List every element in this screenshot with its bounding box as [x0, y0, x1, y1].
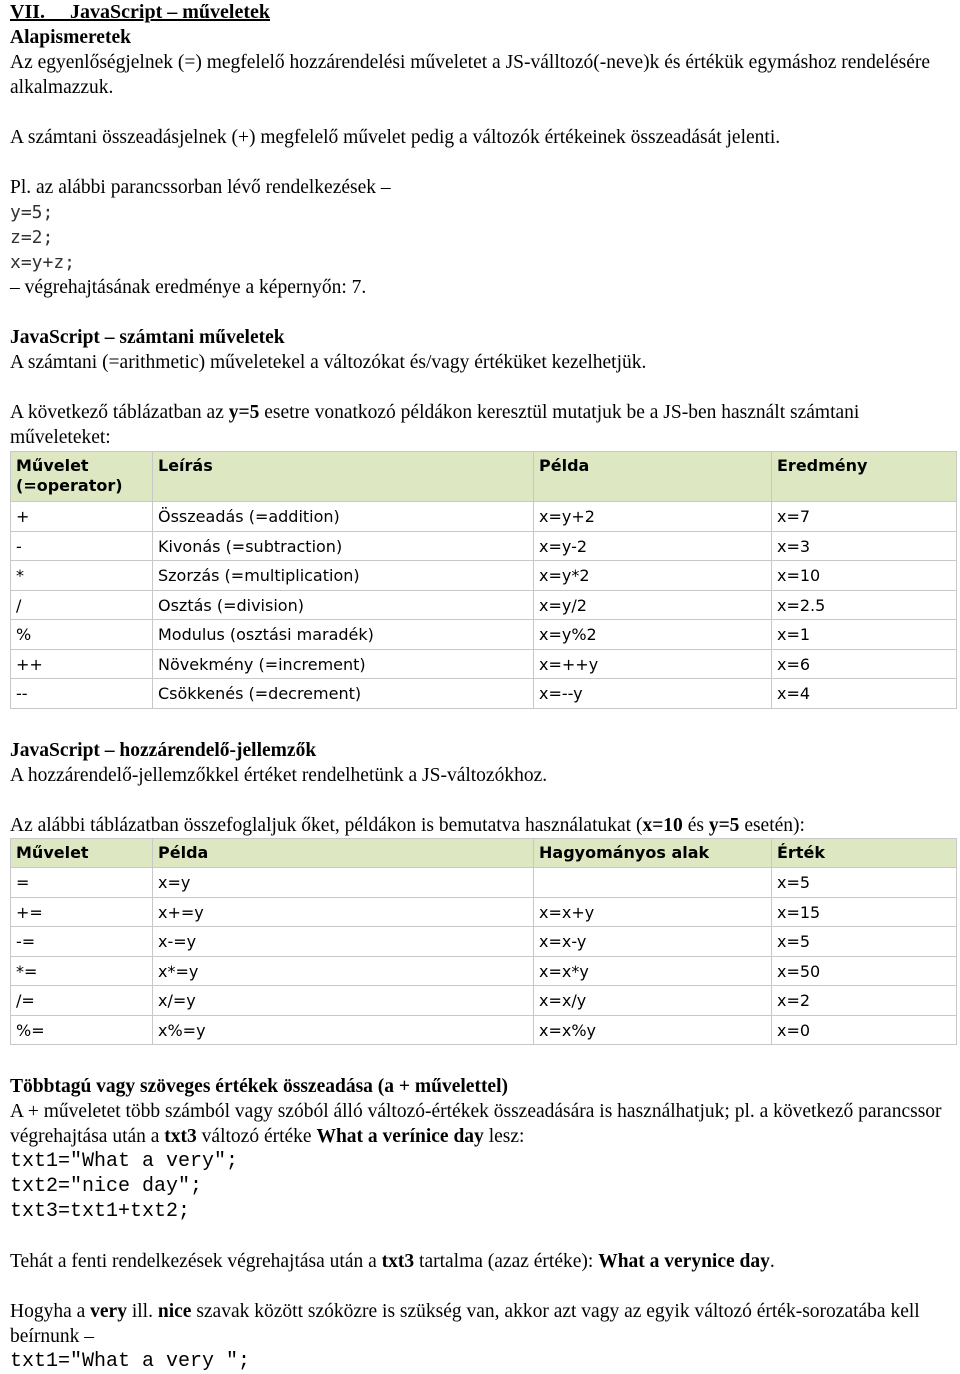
- strings-code-line: txt1="What a very";: [10, 1150, 239, 1173]
- table-row: [11, 649, 957, 679]
- table-cell: [534, 868, 772, 898]
- strings-paragraph-3: Hogyha a very ill. nice szavak között szóközre is szükség van, akkor azt vagy az egyik változó érték-sorozatába kell beírnunk –: [10, 1301, 920, 1347]
- table-cell: x=y: [153, 868, 534, 898]
- table-cell: -=: [11, 927, 153, 957]
- table-row: [11, 561, 957, 591]
- table-row: [11, 620, 957, 650]
- table-cell: x=y*2: [534, 561, 772, 591]
- table-row: [11, 986, 957, 1016]
- table-cell: *: [11, 561, 153, 591]
- assign-paragraph-2: Az alábbi táblázatban összefoglaljuk őket, példákon is bemutatva használatukat (x=10 és y=5 esetén):: [10, 814, 805, 836]
- table-header-cell: Eredmény: [772, 452, 957, 502]
- heading-title: JavaScript – műveletek: [70, 1, 270, 23]
- table-cell: x=1: [772, 620, 957, 650]
- table-cell: x=x/y: [534, 986, 772, 1016]
- table-cell: x=x-y: [534, 927, 772, 957]
- arith-title: JavaScript – számtani műveletek: [10, 327, 285, 348]
- table-cell: +=: [11, 897, 153, 927]
- table-header-cell: Művelet (=operator): [11, 452, 153, 502]
- arith-paragraph-1: A számtani (=arithmetic) műveletekel a változókat és/vagy értéküket kezelhetjük.: [10, 352, 647, 373]
- table-cell: x=4: [772, 679, 957, 709]
- table-header-cell: Hagyományos alak: [534, 838, 772, 868]
- table-row: [11, 502, 957, 532]
- table-cell: Kivonás (=subtraction): [153, 531, 534, 561]
- table-cell: x+=y: [153, 897, 534, 927]
- table-cell: x=7: [772, 502, 957, 532]
- table-cell: /: [11, 590, 153, 620]
- table-cell: x=y%2: [534, 620, 772, 650]
- table-cell: *=: [11, 956, 153, 986]
- strings-paragraph-1: A + műveletet több számból vagy szóból álló változó-értékek összeadására is használhatjuk; pl. a következő parancssor végrehajtása után a txt3 változó értéke What a verínice day lesz:: [10, 1101, 942, 1147]
- basics-paragraph-4: – végrehajtásának eredménye a képernyőn: 7.: [10, 277, 367, 298]
- table-row: [11, 679, 957, 709]
- main-heading: [10, 0, 956, 25]
- assign-paragraph-1: A hozzárendelő-jellemzőkkel értéket rendelhetünk a JS-változókhoz.: [10, 764, 548, 786]
- table-cell: Összeadás (=addition): [153, 502, 534, 532]
- basics-code-line: x=y+z;: [10, 252, 76, 273]
- table-cell: ++: [11, 649, 153, 679]
- table-cell: x=5: [772, 868, 957, 898]
- table-row: [11, 897, 957, 927]
- table-cell: %=: [11, 1015, 153, 1045]
- table-cell: x=x*y: [534, 956, 772, 986]
- strings-code-line: txt1="What a very ";: [10, 1350, 251, 1373]
- table-cell: x=y/2: [534, 590, 772, 620]
- table-cell: x%=y: [153, 1015, 534, 1045]
- strings-paragraph-2: Tehát a fenti rendelkezések végrehajtása után a txt3 tartalma (azaz értéke): What a verynice day.: [10, 1251, 775, 1272]
- table-cell: x=x%y: [534, 1015, 772, 1045]
- table-cell: x=x+y: [534, 897, 772, 927]
- assign-table: [10, 838, 957, 1046]
- table-cell: x-=y: [153, 927, 534, 957]
- table-cell: x=50: [772, 956, 957, 986]
- table-cell: x=y-2: [534, 531, 772, 561]
- basics-paragraph-3: Pl. az alábbi parancssorban lévő rendelkezések –: [10, 177, 391, 198]
- table-row: [11, 1015, 957, 1045]
- assign-title: JavaScript – hozzárendelő-jellemzők: [10, 739, 317, 761]
- table-cell: Osztás (=division): [153, 590, 534, 620]
- basics-code-line: z=2;: [10, 227, 54, 248]
- table-cell: -: [11, 531, 153, 561]
- table-header-cell: Példa: [153, 838, 534, 868]
- table-cell: x=2: [772, 986, 957, 1016]
- table-cell: x=5: [772, 927, 957, 957]
- table-cell: x=0: [772, 1015, 957, 1045]
- table-row: [11, 927, 957, 957]
- table-cell: Szorzás (=multiplication): [153, 561, 534, 591]
- table-cell: =: [11, 868, 153, 898]
- table-row: [11, 590, 957, 620]
- basics-paragraph-2: A számtani összeadásjelnek (+) megfelelő művelet pedig a változók értékeinek összeadását jelenti.: [10, 127, 781, 148]
- table-cell: x/=y: [153, 986, 534, 1016]
- heading-number: VII.: [10, 1, 46, 23]
- basics-title: Alapismeretek: [10, 27, 131, 48]
- table-cell: x=15: [772, 897, 957, 927]
- table-cell: %: [11, 620, 153, 650]
- table-cell: x=++y: [534, 649, 772, 679]
- basics-code-line: y=5;: [10, 202, 54, 223]
- table-header-cell: Érték: [772, 838, 957, 868]
- strings-code-line: txt2="nice day";: [10, 1175, 203, 1198]
- table-cell: +: [11, 502, 153, 532]
- basics-paragraph-1: Az egyenlőségjelnek (=) megfelelő hozzárendelési műveletet a JS-válltozó(-neve)k és értékük egymáshoz rendelésére alkalmazzuk.: [10, 52, 931, 98]
- table-header-row: [11, 452, 957, 502]
- table-cell: x=--y: [534, 679, 772, 709]
- table-cell: --: [11, 679, 153, 709]
- strings-title: Többtagú vagy szöveges értékek összeadása (a + művelettel): [10, 1076, 509, 1097]
- table-header-cell: Művelet: [11, 838, 153, 868]
- table-cell: x=y+2: [534, 502, 772, 532]
- table-row: [11, 531, 957, 561]
- table-header-cell: Leírás: [153, 452, 534, 502]
- table-cell: x*=y: [153, 956, 534, 986]
- table-cell: x=10: [772, 561, 957, 591]
- table-cell: /=: [11, 986, 153, 1016]
- table-header-cell: Példa: [534, 452, 772, 502]
- table-cell: x=3: [772, 531, 957, 561]
- table-cell: Modulus (osztási maradék): [153, 620, 534, 650]
- table-cell: x=6: [772, 649, 957, 679]
- strings-code-line: txt3=txt1+txt2;: [10, 1200, 191, 1223]
- arith-table: [10, 451, 957, 709]
- table-row: [11, 868, 957, 898]
- document-page: [10, 0, 956, 1374]
- arith-paragraph-2: A következő táblázatban az y=5 esetre vonatkozó példákon keresztül mutatjuk be a JS-ben használt számtani műveleteket:: [10, 402, 860, 448]
- table-header-row: [11, 838, 957, 868]
- table-cell: x=2.5: [772, 590, 957, 620]
- table-cell: Csökkenés (=decrement): [153, 679, 534, 709]
- table-row: [11, 956, 957, 986]
- table-cell: Növekmény (=increment): [153, 649, 534, 679]
